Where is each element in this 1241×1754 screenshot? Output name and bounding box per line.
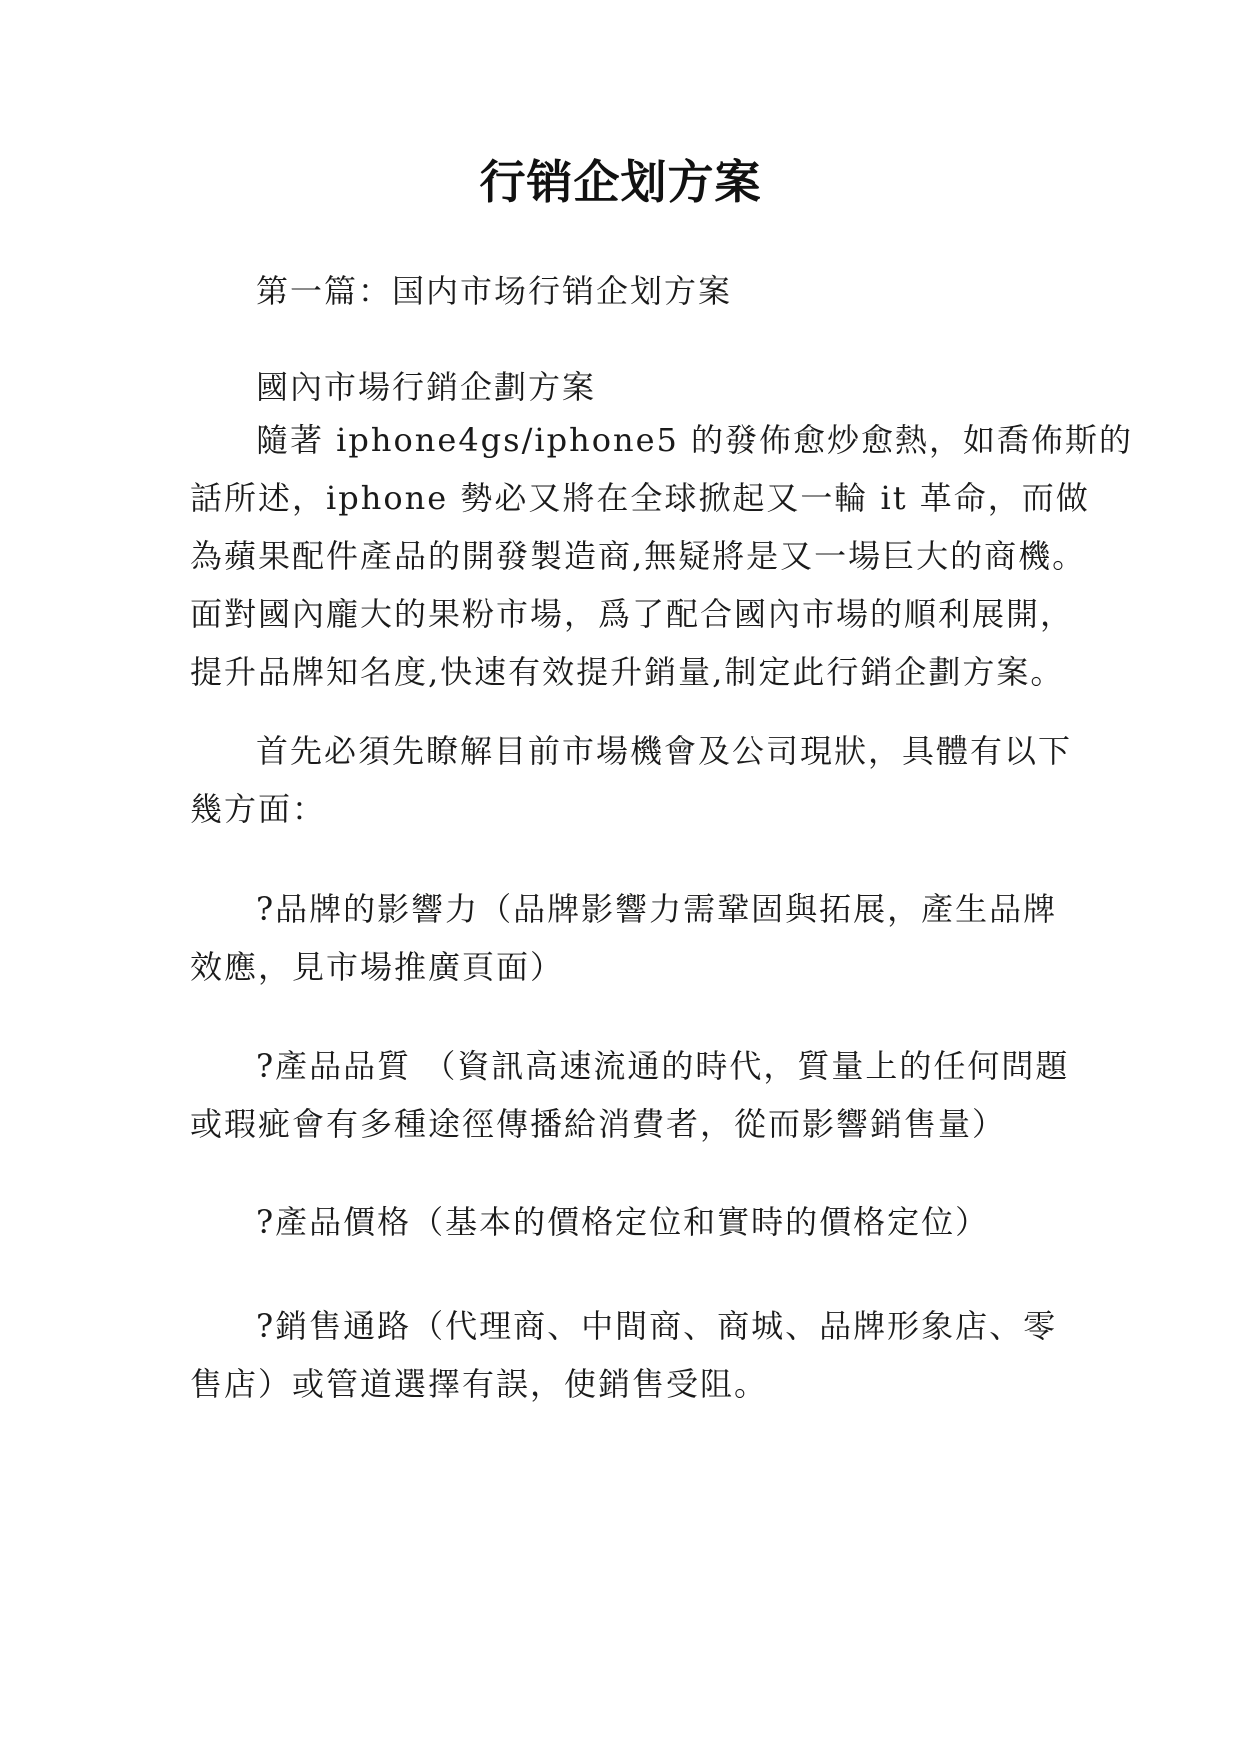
brand-item	[190, 880, 1058, 996]
paragraph-line: 話所述，iphone 勢必又將在全球掀起又一輪 it 革命，而做	[190, 479, 1090, 517]
document-title: 行销企划方案	[479, 155, 762, 209]
paragraph-line: 售店）或管道選擇有誤，使銷售受阻。	[190, 1365, 769, 1403]
paragraph-line: ?品牌的影響力（品牌影響力需鞏固與拓展，產生品牌	[256, 890, 1058, 928]
quality-item	[190, 1037, 1070, 1153]
paragraph-line: ?銷售通路（代理商、中間商、商城、品牌形象店、零	[256, 1307, 1058, 1345]
paragraph-line: ?產品品質 （資訊高速流通的時代，質量上的任何問題	[256, 1047, 1070, 1085]
intro-paragraph	[190, 411, 1134, 701]
paragraph-line: 隨著 iphone4gs/iphone5 的發佈愈炒愈熱，如喬佈斯的	[256, 421, 1134, 459]
subheading: 國內市場行銷企劃方案	[256, 368, 597, 406]
paragraph-line: 效應，見市場推廣頁面）	[190, 948, 565, 986]
paragraph-line: 首先必須先瞭解目前市場機會及公司現狀，具體有以下	[256, 732, 1073, 770]
paragraph-line: ?產品價格（基本的價格定位和實時的價格定位）	[256, 1203, 990, 1241]
paragraph-line: 或瑕疵會有多種途徑傳播給消費者，從而影響銷售量）	[190, 1105, 1007, 1143]
channel-item	[190, 1297, 1058, 1413]
paragraph-line: 幾方面：	[190, 790, 327, 828]
part-heading: 第一篇：国内市场行销企划方案	[256, 272, 733, 310]
price-item	[190, 1193, 1050, 1251]
paragraph-line: 為蘋果配件產品的開發製造商,無疑將是又一場巨大的商機。	[190, 537, 1087, 575]
paragraph-line: 提升品牌知名度,快速有效提升銷量,制定此行銷企劃方案。	[190, 653, 1065, 691]
paragraph-line: 面對國內龐大的果粉市場，爲了配合國內市場的順利展開，	[190, 595, 1075, 633]
first-paragraph	[190, 722, 1073, 838]
